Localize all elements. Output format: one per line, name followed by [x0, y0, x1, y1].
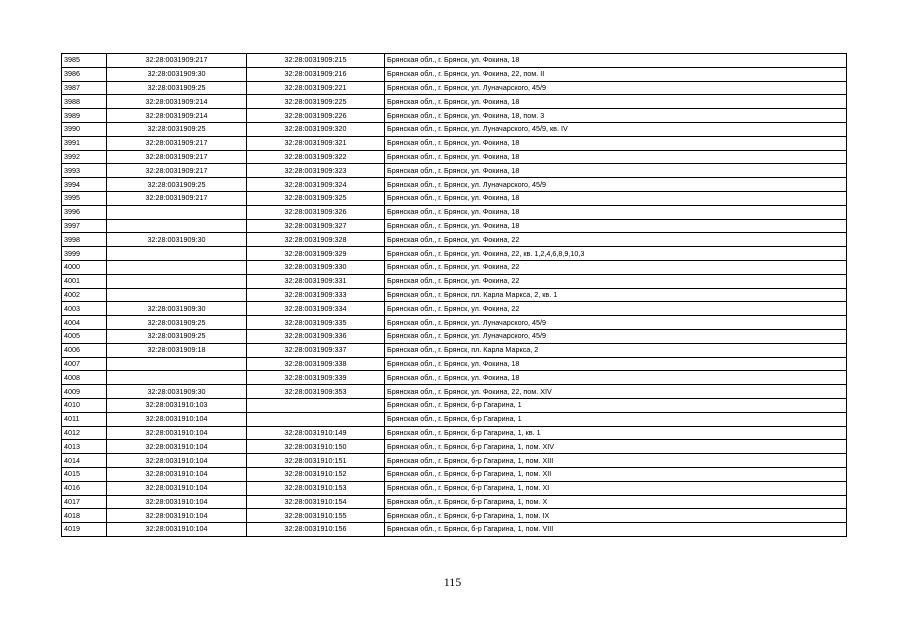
table-row	[62, 440, 847, 454]
address-cell: Брянская обл., г. Брянск, ул. Фокина, 18	[385, 191, 847, 205]
row-number-cell: 4009	[62, 385, 107, 399]
table-row	[62, 67, 847, 81]
table-row	[62, 467, 847, 481]
row-number-cell: 3988	[62, 95, 107, 109]
row-number-cell: 3996	[62, 205, 107, 219]
row-number-cell: 3997	[62, 219, 107, 233]
cadastral-number-cell: 32:28:0031909:331	[247, 274, 385, 288]
parent-cadastral-number-cell: 32:28:0031909:30	[107, 385, 247, 399]
table-row	[62, 95, 847, 109]
address-cell: Брянская обл., г. Брянск, ул. Фокина, 18	[385, 357, 847, 371]
parent-cadastral-number-cell: 32:28:0031910:104	[107, 454, 247, 468]
cadastral-number-cell: 32:28:0031909:330	[247, 260, 385, 274]
row-number-cell: 4005	[62, 329, 107, 343]
row-number-cell: 3985	[62, 54, 107, 68]
parent-cadastral-number-cell: 32:28:0031910:103	[107, 398, 247, 412]
address-cell: Брянская обл., г. Брянск, ул. Фокина, 22	[385, 260, 847, 274]
cadastral-number-cell	[247, 398, 385, 412]
parent-cadastral-number-cell	[107, 371, 247, 385]
parent-cadastral-number-cell: 32:28:0031909:30	[107, 67, 247, 81]
address-cell: Брянская обл., г. Брянск, ул. Фокина, 18	[385, 150, 847, 164]
cadastral-number-cell: 32:28:0031910:149	[247, 426, 385, 440]
parent-cadastral-number-cell: 32:28:0031910:104	[107, 523, 247, 537]
parent-cadastral-number-cell	[107, 288, 247, 302]
table-row	[62, 54, 847, 68]
parent-cadastral-number-cell	[107, 219, 247, 233]
address-cell: Брянская обл., г. Брянск, пл. Карла Маркса, 2, кв. 1	[385, 288, 847, 302]
row-number-cell: 3987	[62, 81, 107, 95]
parent-cadastral-number-cell: 32:28:0031909:25	[107, 178, 247, 192]
table-row	[62, 288, 847, 302]
parent-cadastral-number-cell	[107, 274, 247, 288]
parent-cadastral-number-cell: 32:28:0031909:25	[107, 81, 247, 95]
table-row	[62, 371, 847, 385]
table-row	[62, 136, 847, 150]
cadastral-number-cell: 32:28:0031909:328	[247, 233, 385, 247]
table-row	[62, 164, 847, 178]
cadastral-number-cell: 32:28:0031909:336	[247, 329, 385, 343]
cadastral-number-cell: 32:28:0031909:215	[247, 54, 385, 68]
address-cell: Брянская обл., г. Брянск, б-р Гагарина, 1, пом. X	[385, 495, 847, 509]
parent-cadastral-number-cell: 32:28:0031909:217	[107, 54, 247, 68]
table-row	[62, 109, 847, 123]
address-cell: Брянская обл., г. Брянск, ул. Луначарского, 45/9	[385, 316, 847, 330]
cadastral-number-cell: 32:28:0031910:150	[247, 440, 385, 454]
address-cell: Брянская обл., г. Брянск, б-р Гагарина, 1, кв. 1	[385, 426, 847, 440]
parent-cadastral-number-cell	[107, 247, 247, 261]
row-number-cell: 4010	[62, 398, 107, 412]
cadastral-number-cell: 32:28:0031909:325	[247, 191, 385, 205]
cadastral-number-cell: 32:28:0031909:320	[247, 122, 385, 136]
row-number-cell: 4006	[62, 343, 107, 357]
address-cell: Брянская обл., г. Брянск, ул. Луначарского, 45/9	[385, 178, 847, 192]
address-cell: Брянская обл., г. Брянск, ул. Фокина, 22	[385, 274, 847, 288]
parent-cadastral-number-cell: 32:28:0031909:30	[107, 233, 247, 247]
cadastral-number-cell: 32:28:0031909:338	[247, 357, 385, 371]
parent-cadastral-number-cell: 32:28:0031909:217	[107, 164, 247, 178]
row-number-cell: 4017	[62, 495, 107, 509]
address-cell: Брянская обл., г. Брянск, ул. Фокина, 18	[385, 371, 847, 385]
parent-cadastral-number-cell: 32:28:0031909:25	[107, 316, 247, 330]
cadastral-number-cell: 32:28:0031909:335	[247, 316, 385, 330]
row-number-cell: 4012	[62, 426, 107, 440]
cadastral-number-cell: 32:28:0031910:154	[247, 495, 385, 509]
row-number-cell: 3991	[62, 136, 107, 150]
table-row	[62, 385, 847, 399]
cadastral-number-cell: 32:28:0031909:353	[247, 385, 385, 399]
table-row	[62, 343, 847, 357]
row-number-cell: 4007	[62, 357, 107, 371]
parent-cadastral-number-cell: 32:28:0031910:104	[107, 426, 247, 440]
cadastral-number-cell: 32:28:0031910:153	[247, 481, 385, 495]
row-number-cell: 3990	[62, 122, 107, 136]
cadastral-number-cell: 32:28:0031909:225	[247, 95, 385, 109]
row-number-cell: 4003	[62, 302, 107, 316]
address-cell: Брянская обл., г. Брянск, ул. Луначарского, 45/9, кв. IV	[385, 122, 847, 136]
table-row	[62, 523, 847, 537]
address-cell: Брянская обл., г. Брянск, ул. Фокина, 18	[385, 164, 847, 178]
row-number-cell: 4018	[62, 509, 107, 523]
row-number-cell: 4001	[62, 274, 107, 288]
cadastral-number-cell: 32:28:0031909:329	[247, 247, 385, 261]
address-cell: Брянская обл., г. Брянск, ул. Фокина, 22	[385, 233, 847, 247]
cadastral-number-cell: 32:28:0031909:333	[247, 288, 385, 302]
row-number-cell: 3998	[62, 233, 107, 247]
table-row	[62, 398, 847, 412]
parent-cadastral-number-cell: 32:28:0031909:25	[107, 122, 247, 136]
cadastral-number-cell: 32:28:0031909:326	[247, 205, 385, 219]
table-row	[62, 357, 847, 371]
parent-cadastral-number-cell: 32:28:0031910:104	[107, 440, 247, 454]
address-cell: Брянская обл., г. Брянск, б-р Гагарина, 1, пом. XIII	[385, 454, 847, 468]
table-row	[62, 122, 847, 136]
table-row	[62, 178, 847, 192]
address-cell: Брянская обл., г. Брянск, б-р Гагарина, 1, пом. XIV	[385, 440, 847, 454]
address-cell: Брянская обл., г. Брянск, б-р Гагарина, 1, пом. XI	[385, 481, 847, 495]
cadastral-number-cell: 32:28:0031910:156	[247, 523, 385, 537]
parent-cadastral-number-cell: 32:28:0031909:214	[107, 95, 247, 109]
table-row	[62, 454, 847, 468]
table-row	[62, 412, 847, 426]
row-number-cell: 3986	[62, 67, 107, 81]
table-row	[62, 302, 847, 316]
address-cell: Брянская обл., г. Брянск, б-р Гагарина, 1, пом. XII	[385, 467, 847, 481]
table-row	[62, 81, 847, 95]
cadastral-number-cell: 32:28:0031909:323	[247, 164, 385, 178]
parent-cadastral-number-cell: 32:28:0031909:30	[107, 302, 247, 316]
row-number-cell: 3994	[62, 178, 107, 192]
parent-cadastral-number-cell: 32:28:0031910:104	[107, 467, 247, 481]
row-number-cell: 3992	[62, 150, 107, 164]
table-row	[62, 316, 847, 330]
cadastral-number-cell: 32:28:0031909:216	[247, 67, 385, 81]
row-number-cell: 4002	[62, 288, 107, 302]
table-row	[62, 481, 847, 495]
row-number-cell: 3989	[62, 109, 107, 123]
address-cell: Брянская обл., г. Брянск, ул. Фокина, 18	[385, 54, 847, 68]
parent-cadastral-number-cell: 32:28:0031909:18	[107, 343, 247, 357]
table-row	[62, 274, 847, 288]
cadastral-number-cell: 32:28:0031910:151	[247, 454, 385, 468]
parent-cadastral-number-cell: 32:28:0031910:104	[107, 509, 247, 523]
table-row	[62, 247, 847, 261]
cadastral-number-cell: 32:28:0031910:152	[247, 467, 385, 481]
table-row	[62, 205, 847, 219]
cadastral-number-cell: 32:28:0031909:226	[247, 109, 385, 123]
parent-cadastral-number-cell	[107, 357, 247, 371]
address-cell: Брянская обл., г. Брянск, б-р Гагарина, 1, пом. VIII	[385, 523, 847, 537]
address-cell: Брянская обл., г. Брянск, б-р Гагарина, 1	[385, 398, 847, 412]
parent-cadastral-number-cell: 32:28:0031910:104	[107, 495, 247, 509]
table-row	[62, 191, 847, 205]
row-number-cell: 3993	[62, 164, 107, 178]
address-cell: Брянская обл., г. Брянск, пл. Карла Маркса, 2	[385, 343, 847, 357]
address-cell: Брянская обл., г. Брянск, ул. Фокина, 22, пом. XIV	[385, 385, 847, 399]
page-number: 115	[443, 575, 462, 589]
parent-cadastral-number-cell: 32:28:0031909:217	[107, 150, 247, 164]
row-number-cell: 4019	[62, 523, 107, 537]
table-row	[62, 426, 847, 440]
cadastral-number-cell: 32:28:0031909:221	[247, 81, 385, 95]
address-cell: Брянская обл., г. Брянск, б-р Гагарина, 1	[385, 412, 847, 426]
parent-cadastral-number-cell: 32:28:0031909:217	[107, 136, 247, 150]
address-cell: Брянская обл., г. Брянск, ул. Фокина, 18	[385, 136, 847, 150]
cadastral-number-cell: 32:28:0031909:321	[247, 136, 385, 150]
row-number-cell: 4000	[62, 260, 107, 274]
address-cell: Брянская обл., г. Брянск, ул. Луначарского, 45/9	[385, 329, 847, 343]
address-cell: Брянская обл., г. Брянск, ул. Фокина, 18	[385, 219, 847, 233]
cadastral-number-cell: 32:28:0031909:322	[247, 150, 385, 164]
address-cell: Брянская обл., г. Брянск, ул. Луначарского, 45/9	[385, 81, 847, 95]
cadastral-number-cell: 32:28:0031909:334	[247, 302, 385, 316]
table-row	[62, 150, 847, 164]
parent-cadastral-number-cell	[107, 260, 247, 274]
parent-cadastral-number-cell: 32:28:0031910:104	[107, 481, 247, 495]
parent-cadastral-number-cell: 32:28:0031909:217	[107, 191, 247, 205]
table-row	[62, 233, 847, 247]
cadastral-number-cell: 32:28:0031909:337	[247, 343, 385, 357]
cadastral-number-cell: 32:28:0031909:327	[247, 219, 385, 233]
table-row	[62, 495, 847, 509]
cadastral-number-cell	[247, 412, 385, 426]
address-cell: Брянская обл., г. Брянск, ул. Фокина, 18, пом. 3	[385, 109, 847, 123]
parent-cadastral-number-cell: 32:28:0031910:104	[107, 412, 247, 426]
cadastral-table	[61, 53, 847, 537]
address-cell: Брянская обл., г. Брянск, б-р Гагарина, 1, пом. IX	[385, 509, 847, 523]
address-cell: Брянская обл., г. Брянск, ул. Фокина, 22	[385, 302, 847, 316]
table-row	[62, 509, 847, 523]
address-cell: Брянская обл., г. Брянск, ул. Фокина, 18	[385, 95, 847, 109]
row-number-cell: 4014	[62, 454, 107, 468]
address-cell: Брянская обл., г. Брянск, ул. Фокина, 18	[385, 205, 847, 219]
cadastral-number-cell: 32:28:0031910:155	[247, 509, 385, 523]
parent-cadastral-number-cell: 32:28:0031909:214	[107, 109, 247, 123]
row-number-cell: 4013	[62, 440, 107, 454]
parent-cadastral-number-cell: 32:28:0031909:25	[107, 329, 247, 343]
address-cell: Брянская обл., г. Брянск, ул. Фокина, 22, пом. II	[385, 67, 847, 81]
row-number-cell: 4004	[62, 316, 107, 330]
row-number-cell: 4015	[62, 467, 107, 481]
row-number-cell: 3995	[62, 191, 107, 205]
row-number-cell: 4008	[62, 371, 107, 385]
table-row	[62, 260, 847, 274]
cadastral-number-cell: 32:28:0031909:324	[247, 178, 385, 192]
row-number-cell: 3999	[62, 247, 107, 261]
cadastral-number-cell: 32:28:0031909:339	[247, 371, 385, 385]
table-body	[62, 54, 847, 537]
table-row	[62, 219, 847, 233]
parent-cadastral-number-cell	[107, 205, 247, 219]
address-cell: Брянская обл., г. Брянск, ул. Фокина, 22, кв. 1,2,4,6,8,9,10,3	[385, 247, 847, 261]
row-number-cell: 4016	[62, 481, 107, 495]
row-number-cell: 4011	[62, 412, 107, 426]
table-row	[62, 329, 847, 343]
